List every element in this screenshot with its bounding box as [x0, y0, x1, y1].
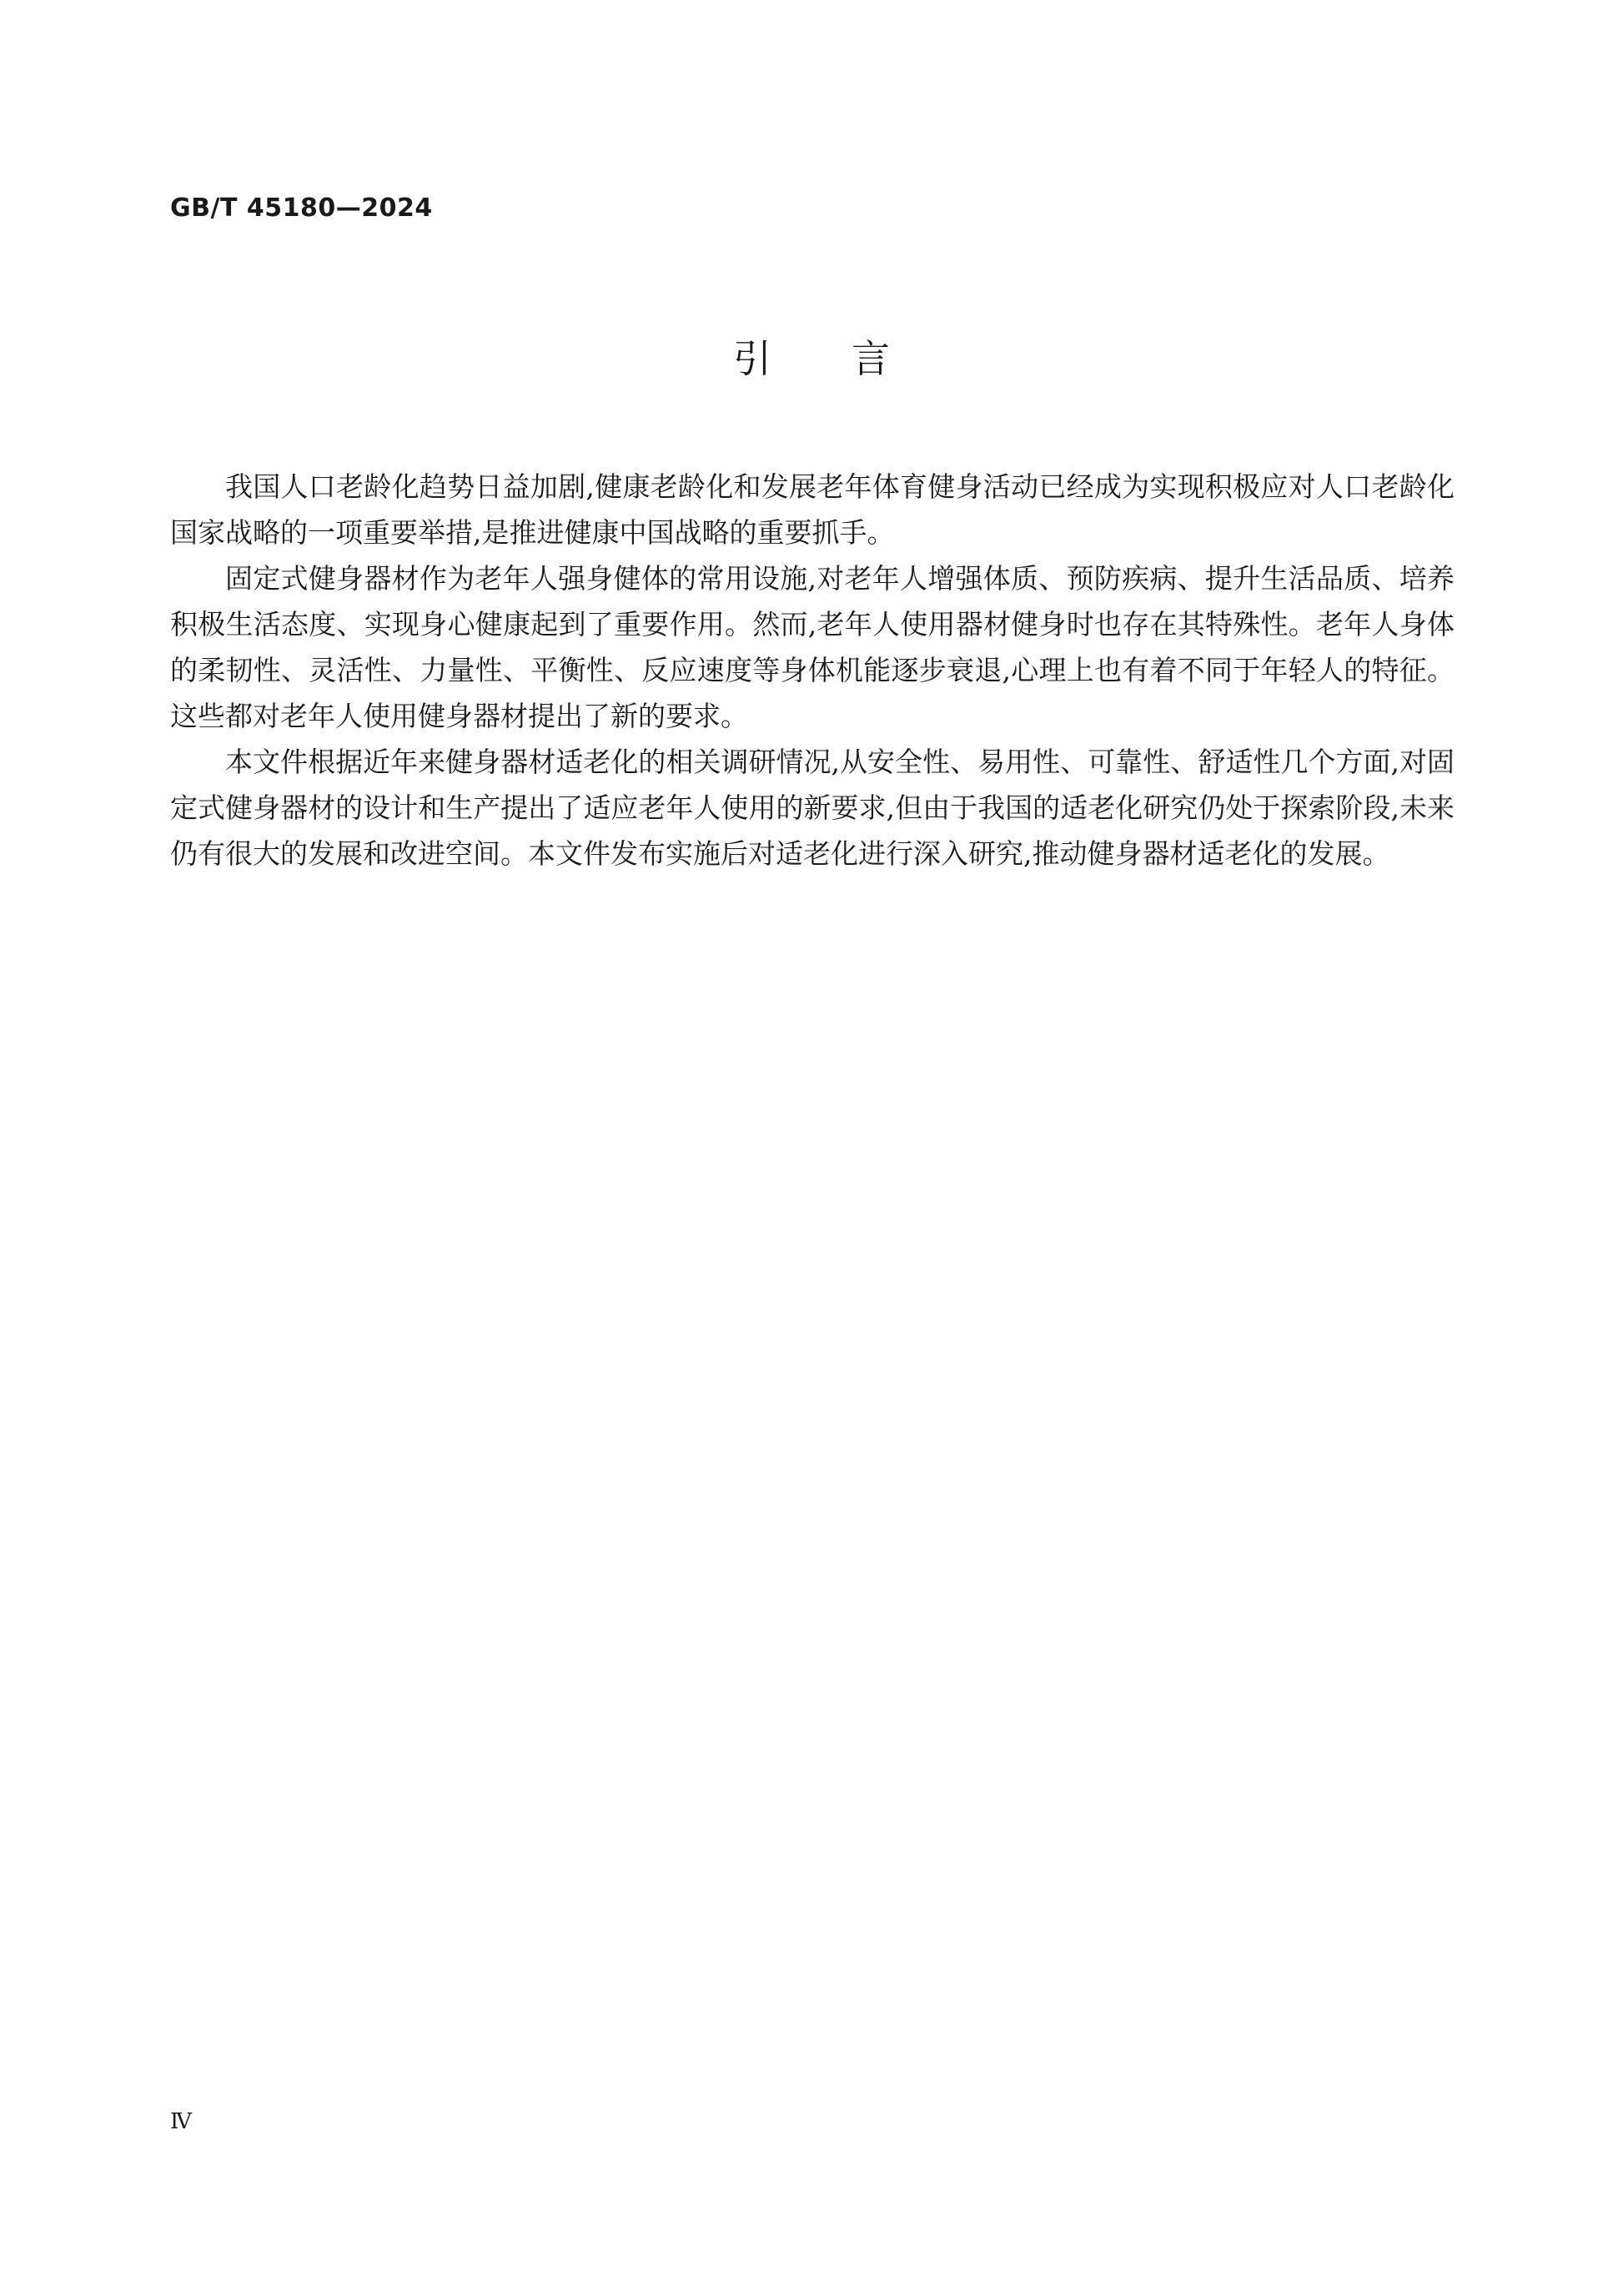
paragraph: 固定式健身器材作为老年人强身健体的常用设施,对老年人增强体质、预防疾病、提升生活品质、培养积极生活态度、实现身心健康起到了重要作用。然而,老年人使用器材健身时也存在其特殊性。老年人身体的柔韧性、灵活性、力量性、平衡性、反应速度等身体机能逐步衰退,心理上也有着不同于年轻人的特征。这些都对老年人使用健身器材提出了新的要求。: [170, 562, 1455, 732]
introduction-body: [170, 464, 1455, 877]
paragraph: 我国人口老龄化趋势日益加剧,健康老龄化和发展老年体育健身活动已经成为实现积极应对人口老龄化国家战略的一项重要举措,是推进健康中国战略的重要抓手。: [170, 470, 1455, 549]
section-title-part1: 引: [733, 336, 771, 381]
section-title: [0, 334, 1623, 384]
paragraph: 本文件根据近年来健身器材适老化的相关调研情况,从安全性、易用性、可靠性、舒适性几个方面,对固定式健身器材的设计和生产提出了适应老年人使用的新要求,但由于我国的适老化研究仍处于探索阶段,未来仍有很大的发展和改进空间。本文件发布实施后对适老化进行深入研究,推动健身器材适老化的发展。: [170, 746, 1455, 870]
section-title-part2: 言: [852, 336, 890, 381]
document-code: GB/T 45180—2024: [170, 193, 433, 223]
page-number: Ⅳ: [170, 2109, 192, 2134]
